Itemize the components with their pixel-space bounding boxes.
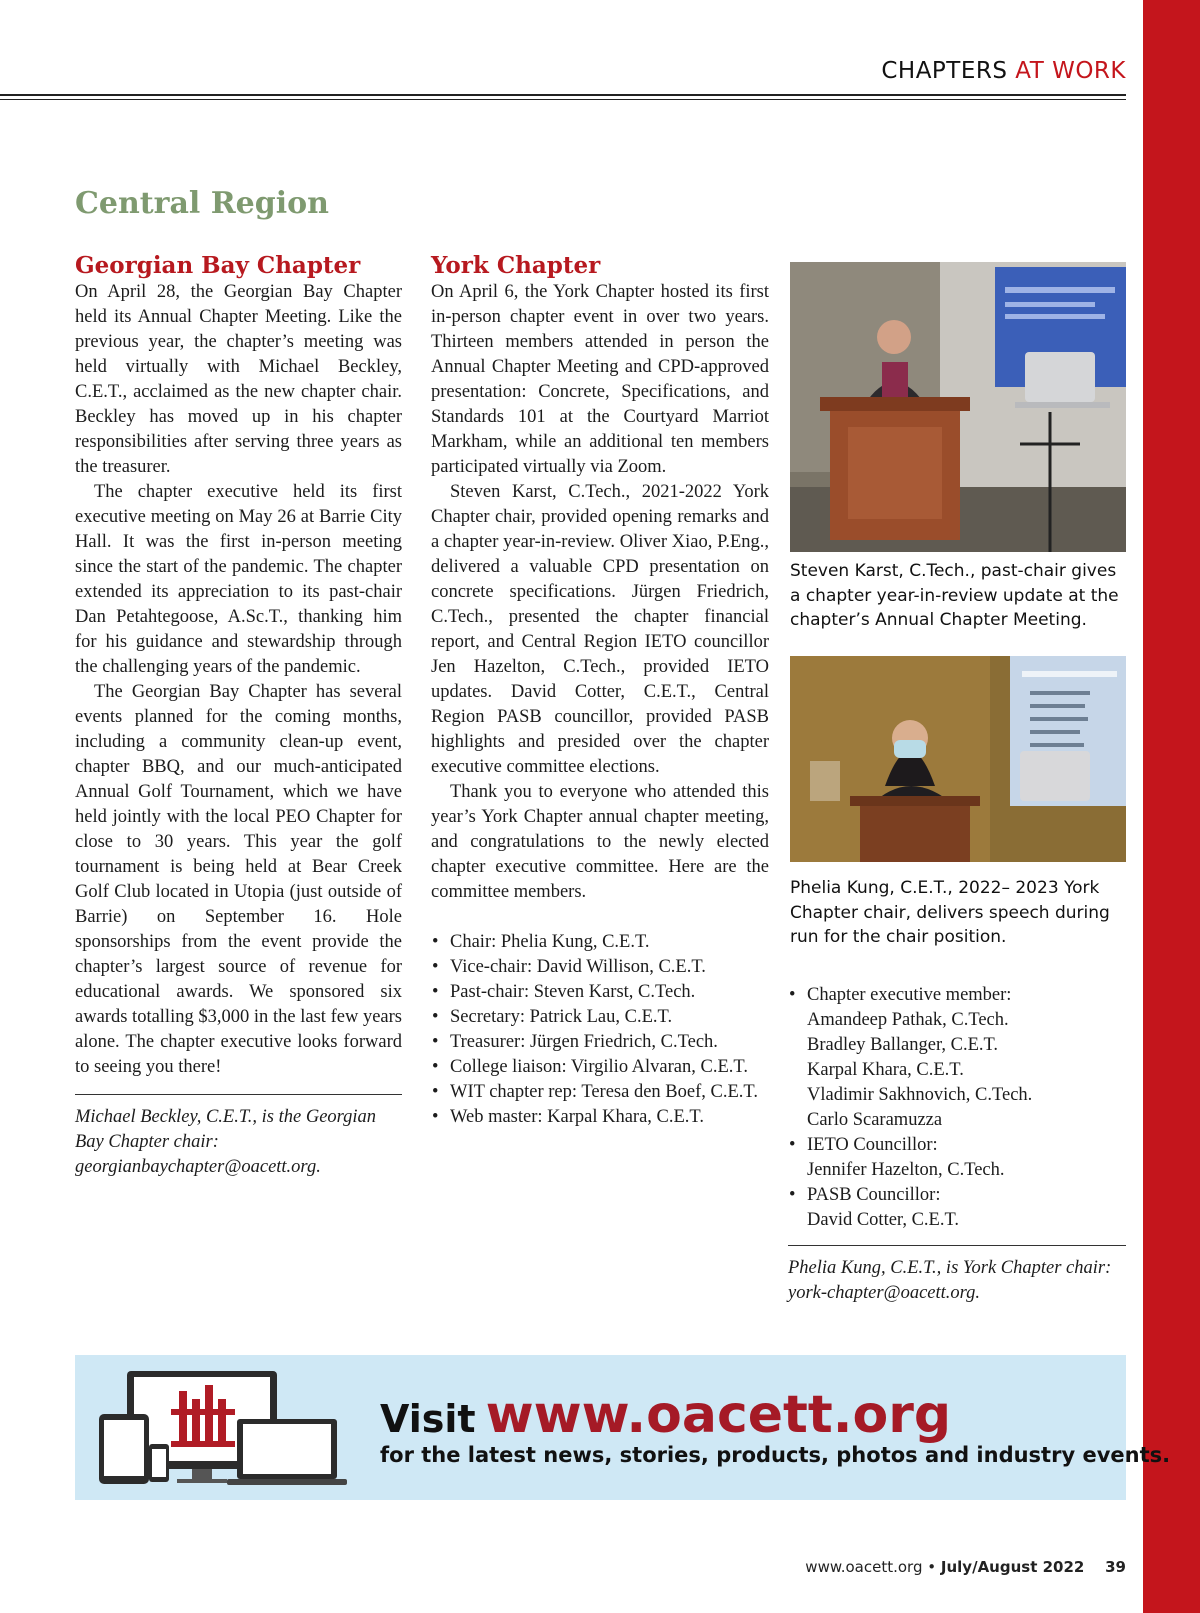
committee-name: Jennifer Hazelton, C.Tech. (807, 1160, 1005, 1180)
header-rule (0, 94, 1126, 96)
committee-name: Karpal Khara, C.E.T. (807, 1060, 964, 1080)
committee-item: • Past-chair: Steven Karst, C.Tech. (431, 980, 769, 1005)
footer-separator: • (927, 1558, 937, 1576)
york-column (431, 252, 769, 1130)
page-number: 39 (1105, 1558, 1126, 1576)
georgian-author-note: Michael Beckley, C.E.T., is the Georgian Bay Chapter chair: georgianbaychapter@oacett.org. (75, 1107, 377, 1177)
committee-item: • Secretary: Patrick Lau, C.E.T. (431, 1005, 769, 1030)
committee-group (788, 983, 1126, 1133)
committee-name: Carlo Scaramuzza (807, 1110, 943, 1130)
page-footer (805, 1558, 1126, 1576)
committee-group-title: • IETO Councillor: (807, 1135, 938, 1155)
york-column-continued (788, 983, 1126, 1306)
website-link[interactable]: www.oacett.org (485, 1385, 952, 1445)
committee-item: • Treasurer: Jürgen Friedrich, C.Tech. (431, 1030, 769, 1055)
photo2-caption: Phelia Kung, C.E.T., 2022– 2023 York Chapter chair, delivers speech during run for the chair position. (790, 878, 1110, 947)
visit-word: Visit (380, 1397, 476, 1441)
committee-item: • WIT chapter rep: Teresa den Boef, C.E.T. (431, 1080, 769, 1105)
committee-name: David Cotter, C.E.T. (807, 1210, 960, 1230)
banner-subtext: for the latest news, stories, products, photos and industry events. (380, 1443, 1171, 1467)
author-divider (788, 1245, 1126, 1246)
footer-issue: July/August 2022 (940, 1558, 1085, 1576)
photo-steven-karst (790, 262, 1126, 552)
photo1-caption: Steven Karst, C.Tech., past-chair gives a chapter year-in-review update at the chapter’s Annual Chapter Meeting. (790, 561, 1119, 630)
committee-name: Bradley Ballanger, C.E.T. (807, 1035, 999, 1055)
york-author-note: Phelia Kung, C.E.T., is York Chapter chair: york-chapter@oacett.org. (788, 1258, 1112, 1303)
georgian-paragraph: The chapter executive held its first executive meeting on May 26 at Barrie City Hall. It was the first in-person meeting since the start of the pandemic. The chapter extended its appreciation to its past-chair Dan Petahtegoose, A.Sc.T., thanking him for his guidance and stewardship through the challenging years of the pandemic. (75, 482, 402, 677)
region-title: Central Region (75, 186, 329, 221)
section-word: CHAPTERS (881, 58, 1008, 84)
york-heading: York Chapter (431, 252, 601, 279)
website-banner[interactable] (75, 1355, 1171, 1500)
georgian-paragraph: The Georgian Bay Chapter has several events planned for the coming months, including a community clean-up event, chapter BBQ, and our much-anticipated Annual Golf Tournament, which we have held jointly with the local PEO Chapter for close to 30 years. This year the golf tournament is being held at Bear Creek Golf Club located in Utopia (just outside of Barrie) on September 16. Hole sponsorships from the event provide the chapter’s largest source of revenue for educational awards. We sponsored six awards totalling $3,000 in the last few years alone. The chapter executive looks forward to seeing you there! (75, 682, 402, 1077)
section-accent: AT WORK (1015, 58, 1126, 84)
committee-group-title: • Chapter executive member: (807, 985, 1012, 1005)
right-edge-bar (1143, 0, 1200, 1613)
committee-list-continued (788, 983, 1126, 1233)
york-paragraph: Steven Karst, C.Tech., 2021-2022 York Chapter chair, provided opening remarks and a chapter year-in-review. Oliver Xiao, P.Eng., delivered a valuable CPD presentation on concrete specifications. Jürgen Friedrich, C.Tech., presented the chapter financial report, and Central Region IETO councillor Jen Hazelton, C.Tech., provided IETO updates. David Cotter, C.E.T., Central Region PASB councillor, provided PASB highlights and presided over the chapter executive committee elections. (431, 482, 769, 777)
committee-group-title: • PASB Councillor: (807, 1185, 941, 1205)
committee-item: • Chair: Phelia Kung, C.E.T. (431, 930, 769, 955)
georgian-bay-heading: Georgian Bay Chapter (75, 252, 361, 279)
footer-site[interactable]: www.oacett.org (805, 1558, 923, 1576)
committee-group (788, 1133, 1126, 1183)
header-rule-thin (0, 99, 1126, 100)
author-divider (75, 1094, 402, 1095)
committee-group (788, 1183, 1126, 1233)
committee-item: • Vice-chair: David Willison, C.E.T. (431, 955, 769, 980)
committee-item: • College liaison: Virgilio Alvaran, C.E.T. (431, 1055, 769, 1080)
committee-name: Vladimir Sakhnovich, C.Tech. (807, 1085, 1033, 1105)
georgian-bay-column (75, 252, 402, 1180)
committee-name: Amandeep Pathak, C.Tech. (807, 1010, 1009, 1030)
section-header (0, 58, 1126, 84)
photo-phelia-kung (790, 656, 1126, 862)
banner-visit (380, 1385, 951, 1445)
york-paragraph: Thank you to everyone who attended this year’s York Chapter annual chapter meeting, and congratulations to the newly elected chapter executive committee. Here are the committee members. (431, 782, 769, 902)
devices-icon (97, 1369, 347, 1489)
committee-item: • Web master: Karpal Khara, C.E.T. (431, 1105, 769, 1130)
york-paragraph: On April 6, the York Chapter hosted its first in-person chapter event in over two years. Thirteen members attended in person the Annual Chapter Meeting and CPD-approved presentation: Concrete, Specifications, and Standards 101 at the Courtyard Marriot Markham, while an additional ten members participated virtually via Zoom. (431, 282, 769, 477)
georgian-paragraph: On April 28, the Georgian Bay Chapter held its Annual Chapter Meeting. Like the previous year, the chapter’s meeting was held virtually with Michael Beckley, C.E.T., acclaimed as the new chapter chair. Beckley has moved up in his chapter responsibilities after serving three years as the treasurer. (75, 282, 402, 477)
committee-list (431, 930, 769, 1130)
